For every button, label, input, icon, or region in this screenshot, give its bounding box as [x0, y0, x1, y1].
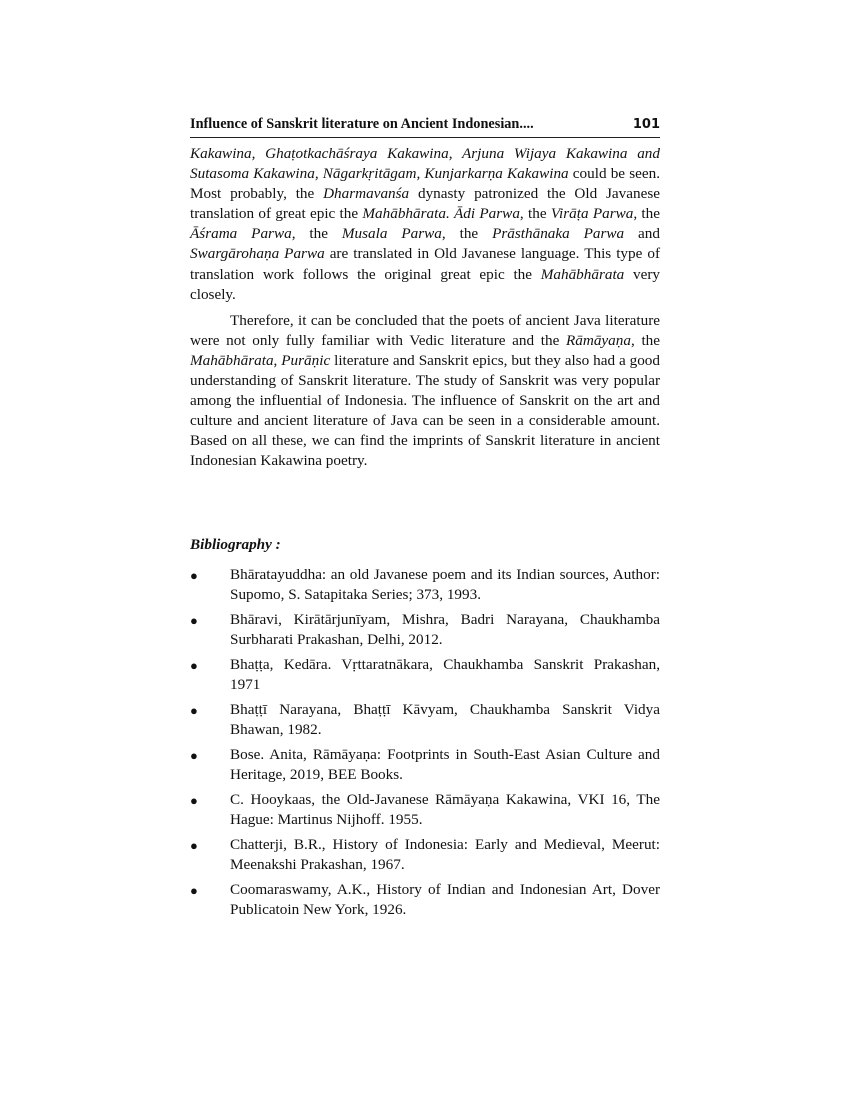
italic-span: Āśrama Parwa — [190, 225, 292, 243]
italic-span: Prāsthānaka Parwa — [492, 225, 625, 243]
body-paragraph-1 — [190, 144, 660, 305]
text-span: , — [273, 351, 282, 369]
italic-span: Mahābhārata — [540, 265, 625, 283]
bibliography-item — [190, 880, 660, 920]
bibliography-item — [190, 745, 660, 785]
text-span: , the — [519, 205, 551, 223]
italic-span: Virāṭa Parwa — [550, 205, 634, 223]
bibliography-entry: Chatterji, B.R., History of Indonesia: Early and Medieval, Meerut: Meenakshi Prakashan, 1967. — [230, 835, 660, 873]
bibliography-entry: C. Hooykaas, the Old-Javanese Rāmāyaṇa Kakawina, VKI 16, The Hague: Martinus Nijhoff. 1955. — [230, 790, 660, 828]
italic-span: Rāmāyaṇa — [566, 331, 631, 349]
italic-span: Mahābhārata. Ādi Parwa — [362, 205, 520, 223]
page-number: 101 — [632, 117, 660, 132]
bullet-icon: ● — [190, 837, 198, 853]
text-span: literature and Sanskrit epics, but they also had a good understanding of Sanskrit literature. The study of Sanskrit was very popular among the influential of Indonesia. The influence of Sanskrit on the art and culture and ancient literature of Java can be seen in a considerable amount. Based on all these, we can find the imprints of Sanskrit literature in ancient Indonesian Kakawina poetry. — [190, 351, 660, 470]
bullet-icon: ● — [190, 792, 198, 808]
bibliography-entry: Bhāratayuddha: an old Javanese poem and its Indian sources, Author: Supomo, S. Satapitaka Series; 373, 1993. — [230, 565, 660, 603]
bibliography-entry: Bhaṭṭī Narayana, Bhaṭṭī Kāvyam, Chaukhamba Sanskrit Vidya Bhawan, 1982. — [230, 700, 660, 738]
page-content — [190, 116, 660, 925]
running-title: Influence of Sanskrit literature on Ancient Indonesian.... — [190, 116, 534, 132]
italic-span: Dharmavanśa — [323, 185, 410, 203]
bibliography-item — [190, 700, 660, 740]
bibliography-entry: Bose. Anita, Rāmāyaṇa: Footprints in South-East Asian Culture and Heritage, 2019, BEE Books. — [230, 745, 660, 783]
text-span: , the — [633, 205, 660, 223]
text-span: , the — [630, 331, 660, 349]
body-paragraph-2 — [190, 311, 660, 472]
bibliography-item — [190, 610, 660, 650]
bullet-icon: ● — [190, 882, 198, 898]
bibliography-item — [190, 790, 660, 830]
bullet-icon: ● — [190, 567, 198, 583]
text-span: and — [624, 225, 660, 243]
bullet-icon: ● — [190, 612, 198, 628]
italic-span: Kakawina, Ghaṭotkachāśraya Kakawina, Arjuna Wijaya Kakawina and Sutasoma Kakawina, Nāgarkṛitāgam, Kunjarkarṇa Kakawina — [190, 145, 660, 183]
italic-span: Musala Parwa — [341, 225, 442, 243]
text-span: very closely. — [190, 265, 660, 303]
bibliography-entry: Bhaṭṭa, Kedāra. Vṛttaratnākara, Chaukhamba Sanskrit Prakashan, 1971 — [230, 655, 660, 693]
text-span: dynasty patronized the Old Javanese translation of great epic the — [190, 185, 660, 223]
bibliography-item — [190, 655, 660, 695]
bullet-icon: ● — [190, 702, 198, 718]
bibliography-entry: Coomaraswamy, A.K., History of Indian and Indonesian Art, Dover Publicatoin New York, 1926. — [230, 880, 660, 918]
bibliography-list — [190, 565, 660, 920]
bibliography-heading: Bibliography : — [190, 535, 281, 553]
bibliography-entry: Bhāravi, Kirātārjunīyam, Mishra, Badri Narayana, Chaukhamba Surbharati Prakashan, Delhi, 2012. — [230, 610, 660, 648]
italic-span: Swargārohaṇa Parwa — [190, 245, 325, 263]
text-span: Therefore, it can be concluded that the poets of ancient Java literature were not only fully familiar with Vedic literature and the — [190, 311, 660, 349]
bullet-icon: ● — [190, 657, 198, 673]
bullet-icon: ● — [190, 747, 198, 763]
bibliography-item — [190, 835, 660, 875]
text-span: could be seen. Most probably, the — [190, 165, 660, 203]
text-span: are translated in Old Javanese language. This type of translation work follows the original great epic the — [190, 245, 660, 283]
text-span: , the — [291, 225, 342, 243]
italic-span: Purāṇic — [281, 351, 331, 369]
bibliography-item — [190, 565, 660, 605]
running-header — [190, 116, 660, 138]
italic-span: Mahābhārata — [190, 351, 274, 369]
text-span: , the — [441, 225, 493, 243]
